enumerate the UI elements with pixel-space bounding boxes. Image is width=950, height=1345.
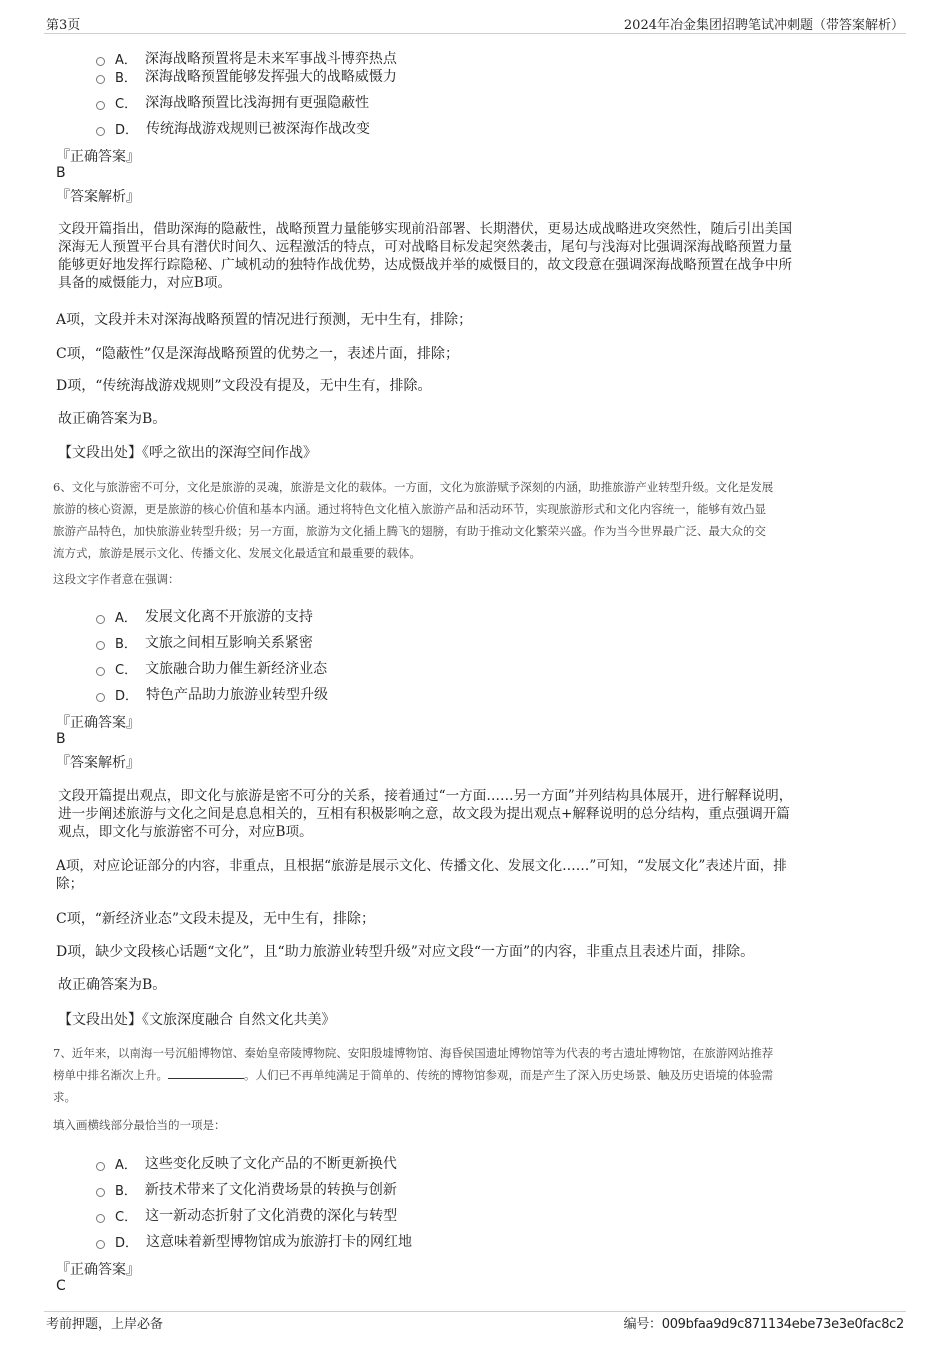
document-title: 2024年冶金集团招聘笔试冲刺题（带答案解析）	[623, 18, 904, 33]
radio-icon[interactable]	[96, 1214, 105, 1223]
q5-note-c: C项，“隐蔽性”仅是深海战略预置的优势之一，表述片面，排除；	[56, 346, 460, 362]
q5-option-a[interactable]: A． 深海战略预置将是未来军事战斗博弈热点	[96, 47, 397, 69]
q7-answer-label: 『正确答案』	[56, 1262, 140, 1278]
q7-prompt: 填入画横线部分最恰当的一项是：	[53, 1118, 226, 1132]
q6-passage: 6、文化与旅游密不可分，文化是旅游的灵魂，旅游是文化的载体。一方面，文化为旅游赋予深刻的内涵，助推旅游产业转型升级。文化是发展 旅游的核心资源，更是旅游的核心价值和基本内涵。通过将特色文化植入旅游产品和活动环节，实现旅游形式和文化内容统一，能够有效凸显 旅游产品特色，加快旅游业转型升级；另一方面，旅游为文化插上腾飞的翅膀，有助于推动文化繁荣兴盛。作为当今世界最广泛、最大众的交 流方式，旅游是展示文化、传播文化、发展文化最适宜和最重要的载体。	[53, 480, 774, 560]
page-number: 第3页	[46, 18, 81, 33]
q6-answer-label: 『正确答案』	[56, 715, 140, 731]
q6-conclusion: 故正确答案为B。	[58, 977, 167, 993]
radio-icon[interactable]	[96, 693, 105, 702]
q5-analysis: 文段开篇指出，借助深海的隐蔽性，战略预置力量能够实现前沿部署、长期潜伏，更易达成战略进攻突然性，随后引出美国 深海无人预置平台具有潜伏时间久、远程激活的特点，可对战略目标发起突然袭击，尾句与浅海对比强调深海战略预置力量 能够更好地发挥行踪隐秘、广域机动的独特作战优势，达成慑战并举的威慑目的，故文段意在强调深海战略预置在战争中所 具备的威慑能力，对应B项。	[58, 221, 793, 291]
page-header	[0, 14, 950, 34]
q5-option-b[interactable]: B． 深海战略预置能够发挥强大的战略威慑力	[96, 65, 397, 87]
page-footer	[0, 1313, 950, 1333]
q7-option-b[interactable]: B． 新技术带来了文化消费场景的转换与创新	[96, 1178, 397, 1200]
fill-in-blank	[168, 1066, 244, 1079]
q5-note-d: D项，“传统海战游戏规则”文段没有提及，无中生有，排除。	[56, 378, 432, 394]
radio-icon[interactable]	[96, 667, 105, 676]
q6-answer: B	[56, 731, 66, 747]
footer-slogan: 考前押题，上岸必备	[46, 1317, 164, 1332]
radio-icon[interactable]	[96, 615, 105, 624]
q5-answer-label: 『正确答案』	[56, 149, 140, 165]
radio-icon[interactable]	[96, 1162, 105, 1171]
q5-note-a: A项，文段并未对深海战略预置的情况进行预测，无中生有，排除；	[56, 312, 473, 328]
q7-passage: 7、近年来，以南海一号沉船博物馆、秦始皇帝陵博物院、安阳殷墟博物馆、海昏侯国遗址博物馆等为代表的考古遗址博物馆，在旅游网站推荐 榜单中排名渐次上升。 。人们已不再单纯满足于简单的、传统的博物馆参观，而是产生了深入历史场景、触及历史语境的体验需 求。	[53, 1046, 774, 1104]
q5-option-d[interactable]: D． 传统海战游戏规则已被深海作战改变	[96, 117, 370, 139]
radio-icon[interactable]	[96, 1240, 105, 1249]
header-divider	[44, 33, 906, 34]
q6-option-a[interactable]: A． 发展文化离不开旅游的支持	[96, 605, 313, 627]
q5-answer: B	[56, 165, 66, 181]
q7-answer: C	[56, 1278, 66, 1294]
q7-option-a[interactable]: A． 这些变化反映了文化产品的不断更新换代	[96, 1152, 397, 1174]
q6-note-c: C项，“新经济业态”文段未提及，无中生有，排除；	[56, 911, 376, 927]
q6-prompt: 这段文字作者意在强调：	[53, 572, 180, 586]
q6-source: 【文段出处】《文旅深度融合 自然文化共美》	[58, 1012, 336, 1028]
q7-option-d[interactable]: D． 这意味着新型博物馆成为旅游打卡的网红地	[96, 1230, 412, 1252]
document-code: 编号：009bfaa9d9c871134ebe73e3e0fac8c2	[623, 1317, 904, 1332]
q6-note-a: A项，对应论证部分的内容，非重点，且根据“旅游是展示文化、传播文化、发展文化……”可知，“发展文化”表述片面，排 除；	[56, 858, 787, 892]
q6-analysis: 文段开篇提出观点，即文化与旅游是密不可分的关系，接着通过“一方面……另一方面”并列结构具体展开，进行解释说明， 进一步阐述旅游与文化之间是息息相关的，互相有积极影响之意，故文段为提出观点+解释说明的总分结构，重点强调开篇 观点，即文化与旅游密不可分，对应B项。	[58, 788, 793, 840]
q5-source: 【文段出处】《呼之欲出的深海空间作战》	[58, 445, 317, 461]
q5-conclusion: 故正确答案为B。	[58, 411, 167, 427]
q5-option-c[interactable]: C． 深海战略预置比浅海拥有更强隐蔽性	[96, 91, 369, 113]
q6-option-d[interactable]: D． 特色产品助力旅游业转型升级	[96, 683, 328, 705]
q5-analysis-label: 『答案解析』	[56, 189, 140, 205]
radio-icon[interactable]	[96, 101, 105, 110]
q6-analysis-label: 『答案解析』	[56, 755, 140, 771]
radio-icon[interactable]	[96, 1188, 105, 1197]
radio-icon[interactable]	[96, 75, 105, 84]
q7-option-c[interactable]: C． 这一新动态折射了文化消费的深化与转型	[96, 1204, 397, 1226]
q6-note-d: D项，缺少文段核心话题“文化”，且“助力旅游业转型升级”对应文段“一方面”的内容，非重点且表述片面，排除。	[56, 944, 755, 960]
radio-icon[interactable]	[96, 641, 105, 650]
q6-option-c[interactable]: C． 文旅融合助力催生新经济业态	[96, 657, 327, 679]
footer-divider	[44, 1311, 906, 1312]
radio-icon[interactable]	[96, 127, 105, 136]
q6-option-b[interactable]: B． 文旅之间相互影响关系紧密	[96, 631, 313, 653]
